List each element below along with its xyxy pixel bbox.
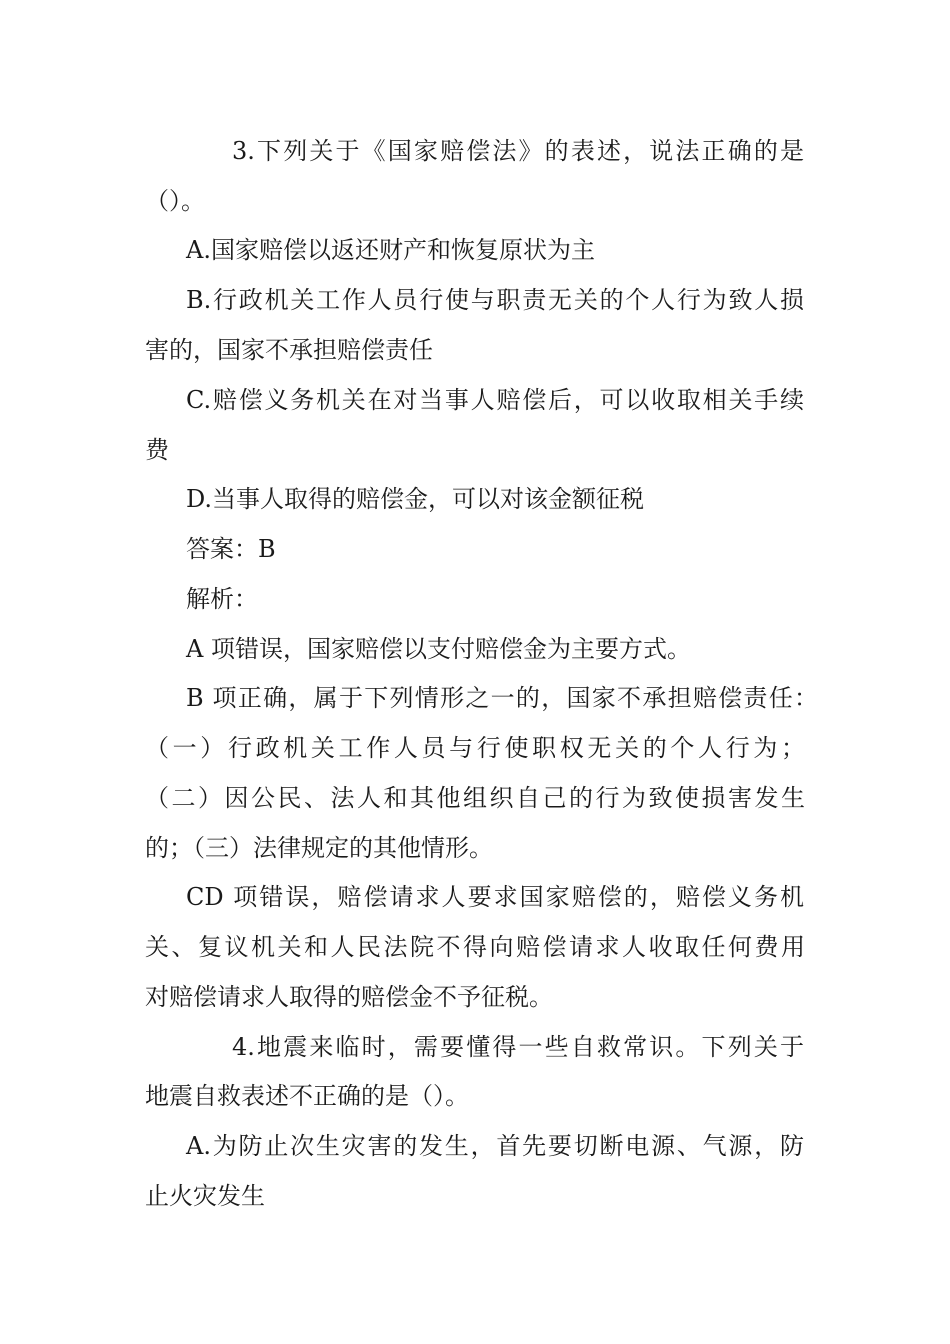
q3-stem-line1: 3.下列关于《国家赔偿法》的表述，说法正确的是: [232, 137, 804, 165]
q4-stem-line1: 4.地震来临时，需要懂得一些自救常识。下列关于: [232, 1033, 804, 1061]
q3-option-d: D.当事人取得的赔偿金，可以对该金额征税: [186, 485, 645, 513]
q3-analysis-label: 解析：: [186, 585, 258, 613]
q3-option-c-line1: C.赔偿义务机关在对当事人赔偿后，可以收取相关手续: [186, 386, 804, 414]
q3-option-c-line2: 费: [145, 436, 169, 464]
q3-option-a: A.国家赔偿以返还财产和恢复原状为主: [186, 236, 595, 264]
q3-analysis-cd-line3: 对赔偿请求人取得的赔偿金不予征税。: [145, 983, 553, 1011]
q4-option-a-line1: A.为防止次生灾害的发生，首先要切断电源、气源，防: [186, 1132, 804, 1160]
q3-option-b-line2: 害的，国家不承担赔偿责任: [145, 336, 433, 364]
q3-analysis-cd-line2: 关、复议机关和人民法院不得向赔偿请求人收取任何费用: [145, 933, 805, 961]
q3-analysis-b-line1: B 项正确，属于下列情形之一的，国家不承担赔偿责任：: [186, 684, 818, 712]
q3-answer: 答案：B: [186, 535, 276, 563]
q3-option-b-line1: B.行政机关工作人员行使与职责无关的个人行为致人损: [186, 286, 804, 314]
q3-analysis-b-line2: （一）行政机关工作人员与行使职权无关的个人行为；: [145, 734, 805, 762]
q3-analysis-a: A 项错误，国家赔偿以支付赔偿金为主要方式。: [186, 635, 691, 663]
q3-analysis-b-line3: （二）因公民、法人和其他组织自己的行为致使损害发生: [145, 784, 805, 812]
q3-analysis-b-line4: 的；（三）法律规定的其他情形。: [145, 834, 493, 862]
q3-stem-line2: （）。: [145, 187, 205, 215]
q4-stem-line2: 地震自救表述不正确的是（）。: [145, 1082, 469, 1110]
q4-option-a-line2: 止火灾发生: [145, 1182, 265, 1210]
q3-analysis-cd-line1: CD 项错误，赔偿请求人要求国家赔偿的，赔偿义务机: [186, 883, 804, 911]
